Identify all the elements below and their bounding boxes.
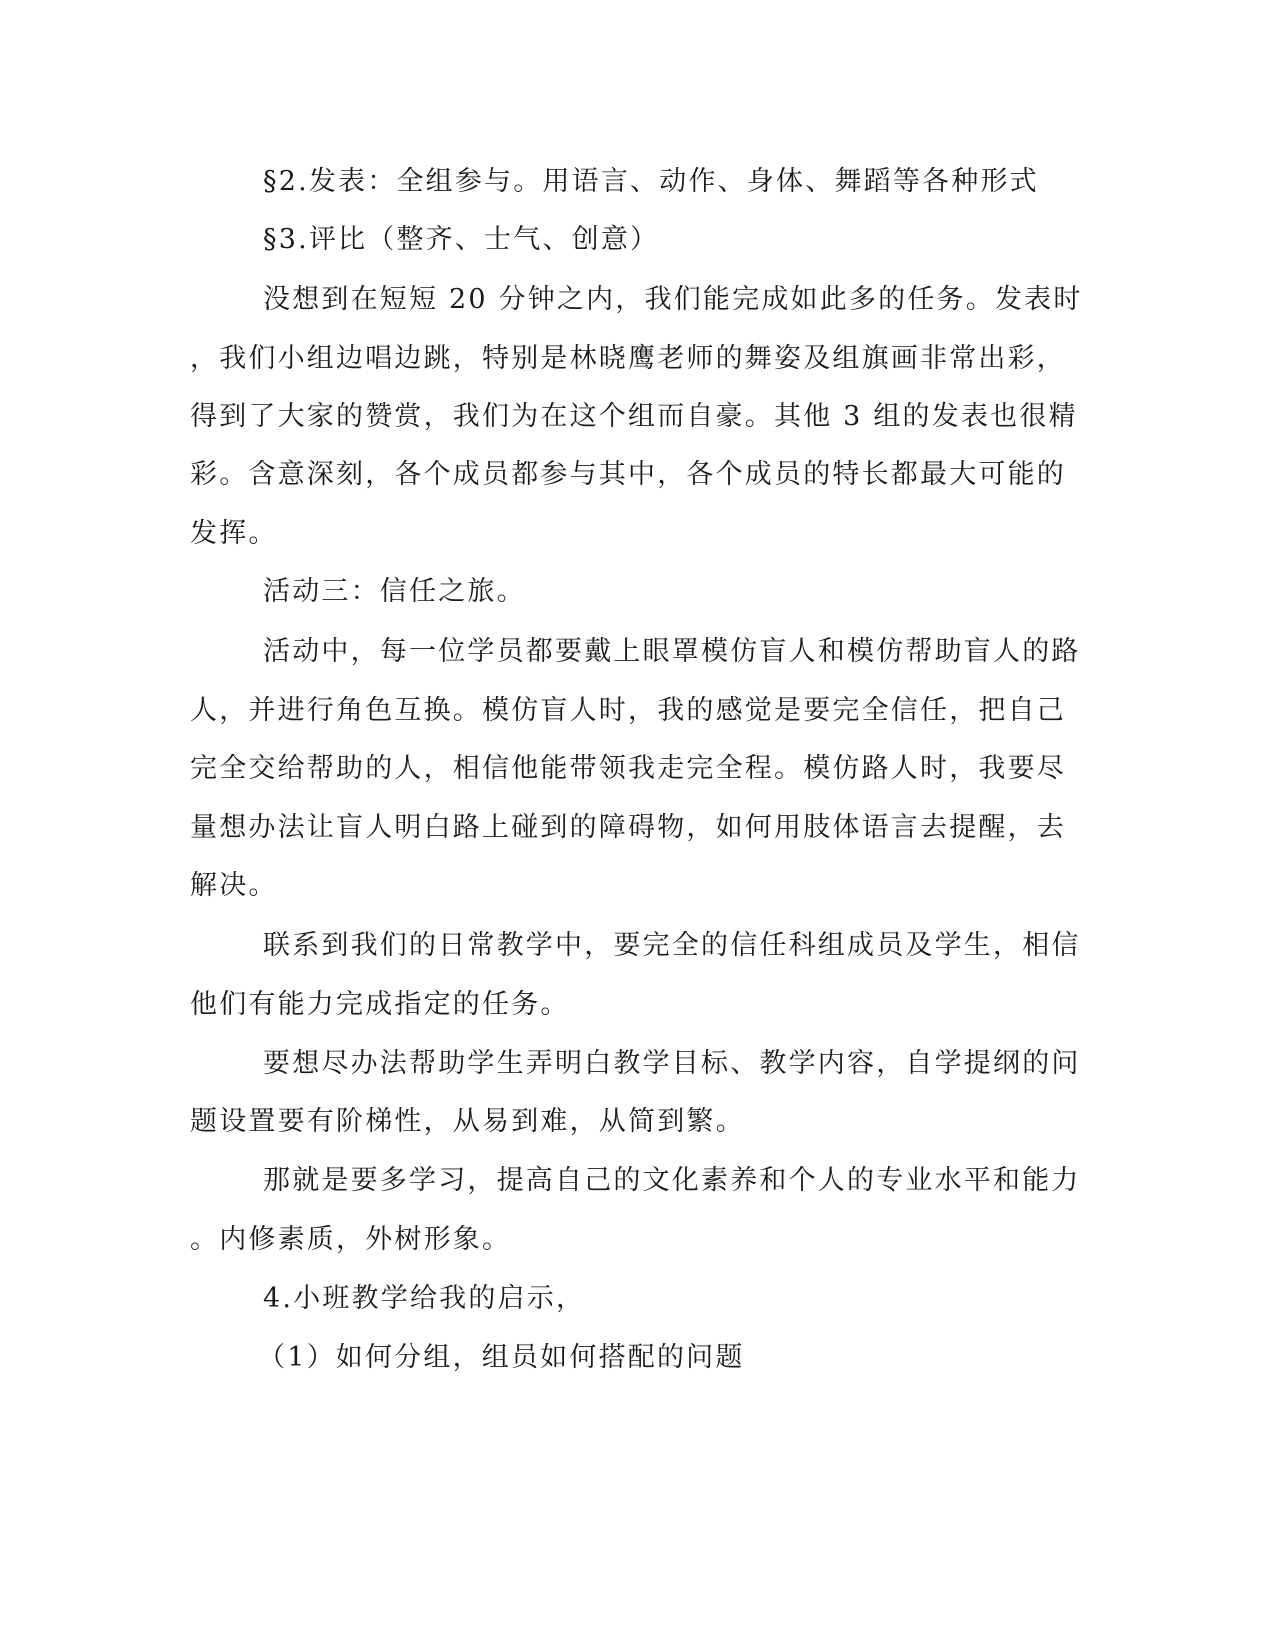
paragraph-line: 4.小班教学给我的启示， <box>263 1283 586 1314</box>
paragraph-line: （1）如何分组，组员如何搭配的问题 <box>258 1342 745 1373</box>
paragraph-line: §2.发表：全组参与。用语言、动作、身体、舞蹈等各种形式 <box>263 166 1039 197</box>
paragraph-line: 。内修素质，外树形象。 <box>190 1224 512 1255</box>
paragraph-line: 完全交给帮助的人，相信他能带领我走完全程。模仿路人时，我要尽 <box>190 753 1066 784</box>
paragraph-line: 活动中，每一位学员都要戴上眼罩模仿盲人和模仿帮助盲人的路 <box>263 636 1081 667</box>
paragraph-line: 联系到我们的日常教学中，要完全的信任科组成员及学生，相信 <box>263 930 1081 961</box>
paragraph-line: 人，并进行角色互换。模仿盲人时，我的感觉是要完全信任，把自己 <box>190 695 1066 726</box>
paragraph-line: 解决。 <box>190 870 278 901</box>
paragraph-line: 彩。含意深刻，各个成员都参与其中，各个成员的特长都最大可能的 <box>190 459 1066 490</box>
paragraph-line: 他们有能力完成指定的任务。 <box>190 989 570 1020</box>
paragraph-line: 量想办法让盲人明白路上碰到的障碍物，如何用肢体语言去提醒，去 <box>190 812 1066 843</box>
paragraph-line: 发挥。 <box>190 518 278 549</box>
paragraph-line: 得到了大家的赞赏，我们为在这个组而自豪。其他 3 组的发表也很精 <box>190 401 1078 432</box>
paragraph-line: 没想到在短短 20 分钟之内，我们能完成如此多的任务。发表时 <box>263 284 1083 315</box>
paragraph-line: §3.评比（整齐、士气、创意） <box>263 224 660 255</box>
paragraph-line: 题设置要有阶梯性，从易到难，从简到繁。 <box>190 1106 745 1137</box>
paragraph-line: 要想尽办法帮助学生弄明白教学目标、教学内容，自学提纲的问 <box>263 1048 1081 1079</box>
paragraph-line: 那就是要多学习，提高自己的文化素养和个人的专业水平和能力 <box>263 1165 1081 1196</box>
paragraph-line: 活动三：信任之旅。 <box>263 576 526 607</box>
paragraph-line: ，我们小组边唱边跳，特别是林晓鹰老师的舞姿及组旗画非常出彩， <box>190 343 1066 374</box>
